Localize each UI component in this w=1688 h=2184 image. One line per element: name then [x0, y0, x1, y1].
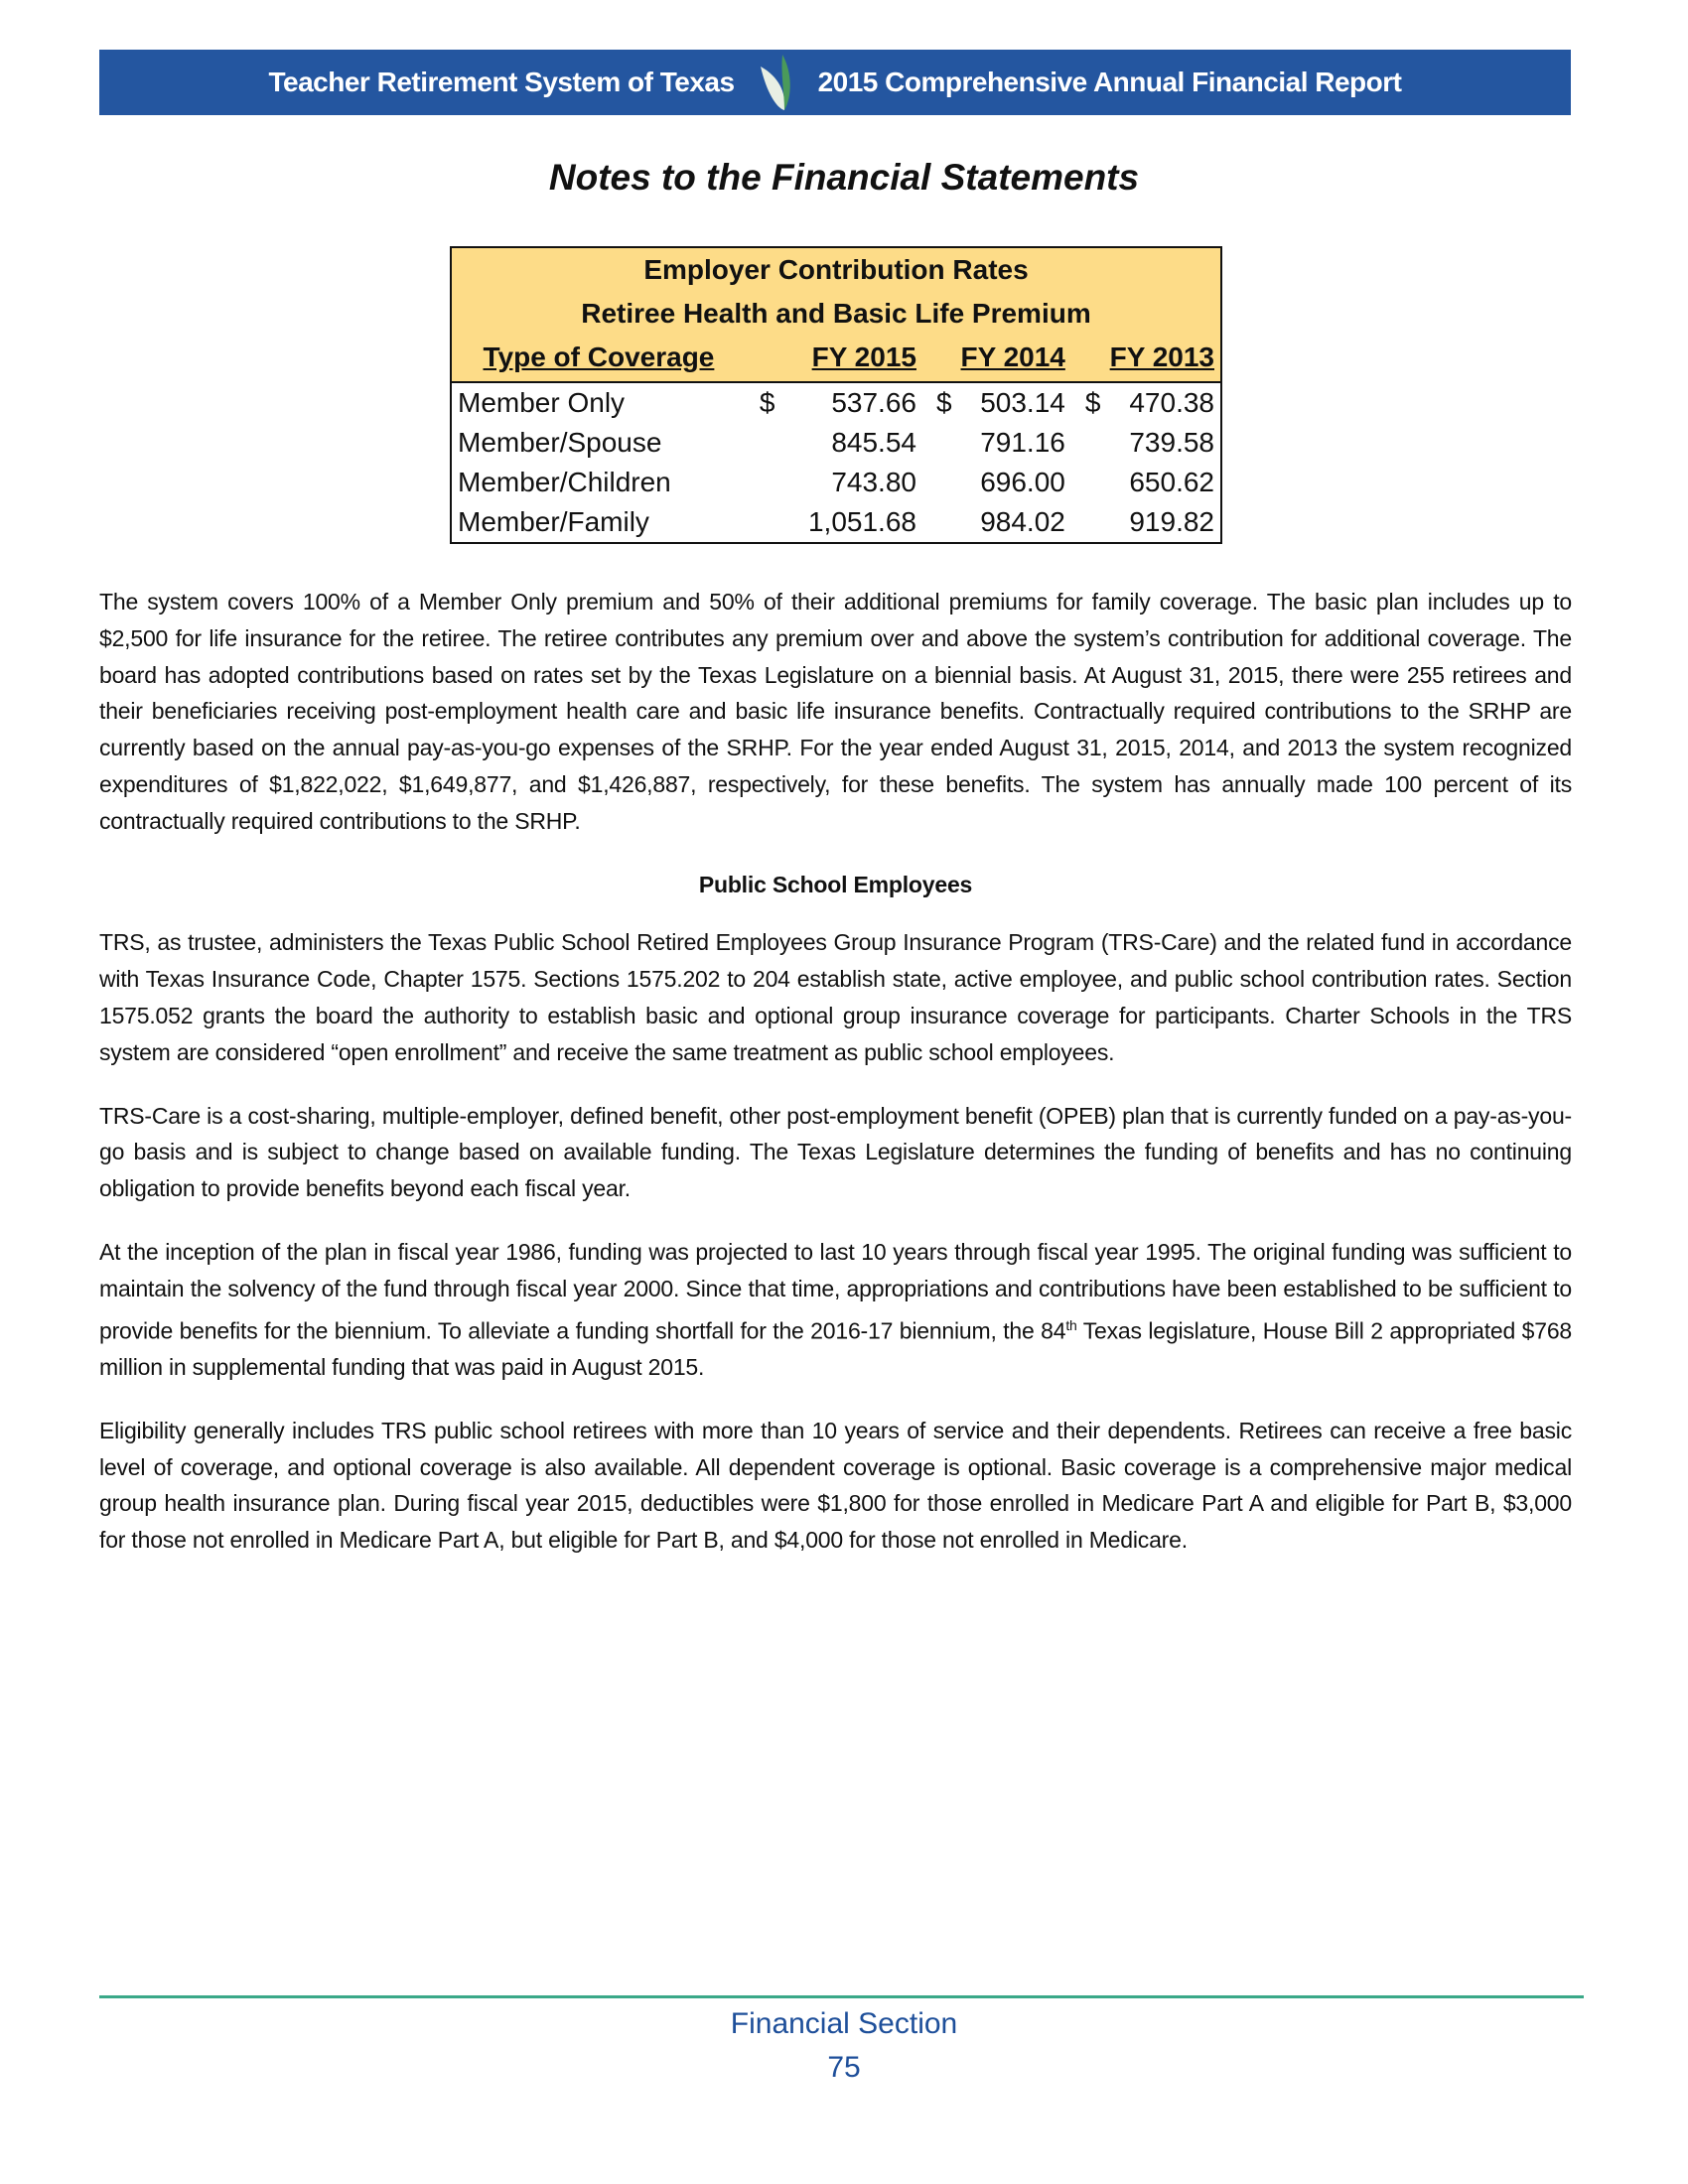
footer-section: Financial Section [730, 2007, 958, 2040]
table-title: Employer Contribution Rates [643, 254, 1029, 285]
table-row [451, 423, 1221, 463]
currency-cell [746, 423, 777, 463]
value-cell: 845.54 [831, 427, 916, 458]
table-row [451, 382, 1221, 423]
column-header: Type of Coverage [451, 336, 746, 382]
currency-cell [1071, 463, 1103, 502]
value-cell: 739.58 [1129, 427, 1214, 458]
page-title: Notes to the Financial Statements [548, 157, 1140, 198]
currency-cell: $ [935, 387, 952, 418]
value-cell: 984.02 [980, 506, 1065, 537]
currency-cell [922, 502, 954, 543]
superscript: th [1065, 1316, 1077, 1333]
value-cell: 503.14 [980, 387, 1065, 418]
coverage-type-cell: Member Only [458, 387, 626, 418]
paragraph: The system covers 100% of a Member Only premium and 50% of their additional premiums for family coverage. The basic plan includes up to $2,500 for life insurance for the retiree. The retiree contributes any premium over and above the system’s contribution for additional coverage. The board has adopted contributions based on rates set by the Texas Legislature on a biennial basis. At August 31, 2015, there were 255 retirees and their beneficiaries receiving post-employment health care and basic life insurance benefits. Contractually required contributions to the SRHP are currently based on the annual pay-as-you-go expenses of the SRHP. For the year ended August 31, 2015, 2014, and 2013 the system recognized expenditures of $1,822,022, $1,649,877, and $1,426,887, respectively, for these benefits. The system has annually made 100 percent of its contractually required contributions to the SRHP. [99, 589, 1572, 834]
column-header: FY 2013 [1071, 336, 1221, 382]
currency-cell: $ [1084, 387, 1101, 418]
coverage-type-cell: Member/Spouse [458, 427, 662, 458]
value-cell: 1,051.68 [807, 506, 916, 537]
contribution-rates-table [450, 246, 1222, 544]
value-cell: 470.38 [1129, 387, 1214, 418]
paragraph [99, 1234, 1572, 1386]
currency-cell [746, 502, 777, 543]
currency-cell [922, 423, 954, 463]
currency-cell [922, 463, 954, 502]
leaf-logo-icon [757, 53, 796, 112]
value-cell: 650.62 [1129, 467, 1214, 497]
paragraph: Eligibility generally includes TRS public school retirees with more than 10 years of service and their dependents. Retirees can receive a free basic level of coverage, and optional coverage is also available. All dependent coverage is optional. Basic coverage is a comprehensive major medical group health insurance plan. During fiscal year 2015, deductibles were $1,800 for those enrolled in Medicare Part A and eligible for Part B, $3,000 for those not enrolled in Medicare Part A, but eligible for Part B, and $4,000 for those not enrolled in Medicare. [99, 1417, 1572, 1554]
currency-cell [1071, 502, 1103, 543]
table-row [451, 502, 1221, 543]
table-subtitle: Retiree Health and Basic Life Premium [581, 298, 1091, 329]
header-org: Teacher Retirement System of Texas [268, 67, 735, 97]
footer-divider [99, 1995, 1584, 1998]
value-cell: 791.16 [980, 427, 1065, 458]
page-number: 75 [827, 2051, 861, 2084]
value-cell: 696.00 [980, 467, 1065, 497]
paragraph-text: At the inception of the plan in fiscal year 1986, funding was projected to last 10 years through fiscal year 1995. The original funding was sufficient to maintain the solvency of the fund through fiscal year 2000. Since that time, appropriations and contributions have been established to be sufficient to provide benefits for the biennium. To alleviate a funding shortfall for the 2016-17 biennium, the 84 [99, 1238, 1572, 1344]
currency-cell [746, 463, 777, 502]
paragraph-text: Texas legislature, House Bill 2 appropriated $768 million in supplemental funding that was paid in August 2015. [99, 1317, 1573, 1380]
coverage-type-cell: Member/Children [458, 467, 671, 497]
currency-cell: $ [759, 387, 775, 418]
body-text [99, 584, 1572, 1585]
paragraph: TRS, as trustee, administers the Texas Public School Retired Employees Group Insurance Program (TRS-Care) and the related fund in accordance with Texas Insurance Code, Chapter 1575. Sections 1575.202 to 204 establish state, active employee, and public school contribution rates. Section 1575.052 grants the board the authority to establish basic and optional group insurance coverage for participants. Charter Schools in the TRS system are considered “open enrollment” and receive the same treatment as public school employees. [99, 929, 1572, 1065]
column-header: FY 2014 [922, 336, 1071, 382]
currency-cell [1071, 423, 1103, 463]
value-cell: 743.80 [831, 467, 916, 497]
header-banner [99, 50, 1571, 115]
paragraph: TRS-Care is a cost-sharing, multiple-employer, defined benefit, other post-employment benefit (OPEB) plan that is currently funded on a pay-as-you-go basis and is subject to change based on available funding. The Texas Legislature determines the funding of benefits and has no continuing obligation to provide benefits beyond each fiscal year. [99, 1102, 1572, 1202]
header-report: 2015 Comprehensive Annual Financial Report [817, 67, 1402, 97]
value-cell: 537.66 [831, 387, 916, 418]
column-header: FY 2015 [746, 336, 922, 382]
section-heading: Public School Employees [698, 871, 973, 897]
table-row [451, 463, 1221, 502]
coverage-type-cell: Member/Family [458, 506, 649, 537]
value-cell: 919.82 [1129, 506, 1214, 537]
